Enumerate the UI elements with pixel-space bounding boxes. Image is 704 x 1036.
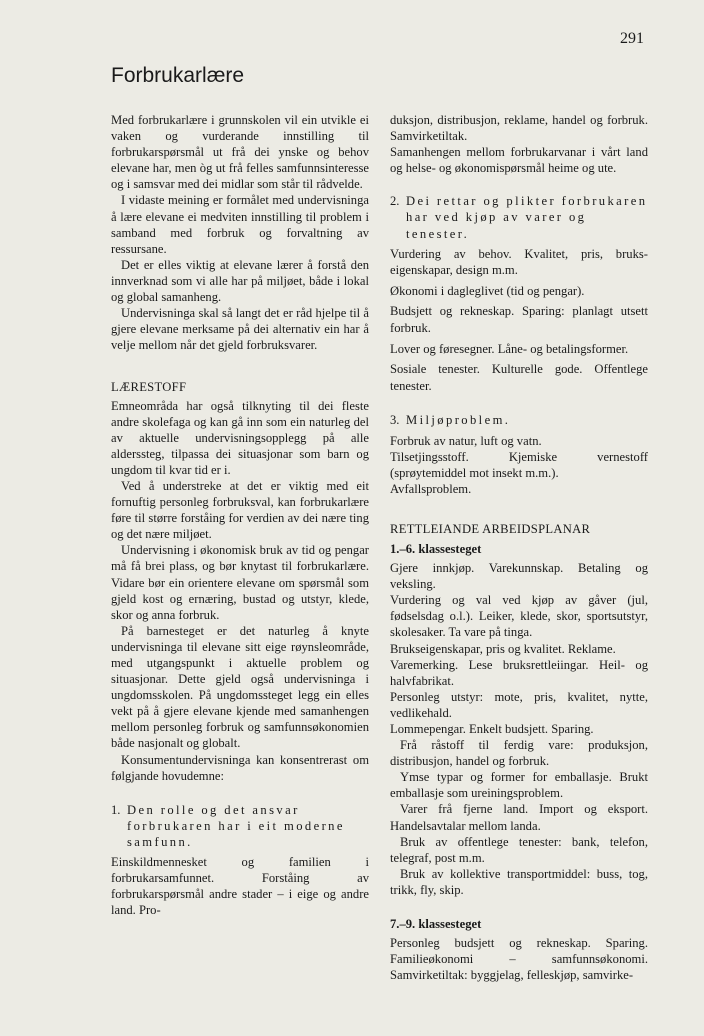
continued-text: duksjon, distribusjon, reklame, handel og forbruk. Samvirketiltak. xyxy=(390,113,648,144)
plan-line: Bruk av kollektive transportmiddel: buss, tog, trikk, fly, skip. xyxy=(390,866,648,897)
intro-paragraph: Undervisninga skal så langt det er råd hjelpe til å gjere elevane merksame på dei alternativ ein har å velje mellom når det gjeld forbruksvarer. xyxy=(111,306,369,353)
plan-line: Vurdering og val ved kjøp av gåver (jul, fødselsdag o.l.). Leiker, klede, skor, sportsutstyr, skolesaker. Ta vare på tinga. xyxy=(390,593,648,640)
topic-number: 1. xyxy=(111,802,121,817)
laerestoff-paragraph: På barnesteget er det naturleg å knyte undervisninga til elevane sitt eige røynsleområde, med utgangspunkt i aktuelle problem og situasjonar. Dette gjeld også undervisninga i ungdomsskolen. På ungdomssteget legg ein elles vekt på å gjere elevane kjende med samanhengen mellom personleg forbruk og samfunnsøkonomien både nasjonalt og globalt. xyxy=(111,623,369,751)
laerestoff-paragraph: Ved å understreke at det er viktig med eit fornuftig personleg forbruksval, kan forbrukarlære føre til større forståing for verdien av dei nære ting og det nære miljøet. xyxy=(111,478,369,542)
plan-line: Brukseigenskapar, pris og kvalitet. Reklame. xyxy=(390,641,616,656)
continued-text: Samanhengen mellom forbrukarvanar i vårt land og helse- og økonomispørsmål heime og ute. xyxy=(390,145,648,176)
laerestoff-paragraph: Emneområda har også tilknyting til dei fleste andre skolefaga og kan gå inn som ein naturleg del av aktuelle undervisningsopplegg på alle alderssteg, tilpassa dei situasjonar som barn og ungdom til kvar tid er i. xyxy=(111,398,369,477)
grade-heading-7-9: 7.–9. klassesteget xyxy=(390,917,482,932)
plan-line: Varemerking. Lese bruksrettleiingar. Heil- og halvfabrikat. xyxy=(390,657,648,688)
topic-title: Den rolle og det ansvar forbrukaren har i eit moderne samfunn. xyxy=(127,802,345,849)
plan-line: Frå råstoff til ferdig vare: produksjon, distribusjon, handel og forbruk. xyxy=(390,738,648,769)
page-number: 291 xyxy=(620,30,644,47)
topic-line: Budsjett og rekneskap. Sparing: planlagt utsett forbruk. xyxy=(390,304,648,336)
topic-title: Dei rettar og plikter forbrukaren har ved kjøp av varer og tenester. xyxy=(406,194,648,241)
topic-item-2 xyxy=(390,193,648,241)
intro-paragraph: Med forbrukarlære i grunnskolen vil ein utvikle ei vaken og vurderande innstilling til forbrukarspørsmål ut frå dei ynske og behov elevane har, men òg ut frå felles samfunnsinteresse og i samsvar med dei midlar som står til rådvelde. xyxy=(111,113,369,192)
topic-line: Avfallsproblem. xyxy=(390,481,472,496)
topic-text: Einskildmennesket og familien i forbrukarsamfunnet. Forståing av forbrukarspørsmål andre stader – i eige og andre land. Pro- xyxy=(111,855,369,918)
intro-paragraph: Det er elles viktig at elevane lærer å forstå den innverknad som vi alle har på miljøet, både i lokal og global samanheng. xyxy=(111,257,369,305)
topic-line: Forbruk av natur, luft og vatn. xyxy=(390,433,542,448)
topic-line: Lover og føresegner. Låne- og betalingsformer. xyxy=(390,341,629,356)
topic-item-1 xyxy=(111,802,369,850)
laerestoff-paragraph: Undervisning i økonomisk bruk av tid og pengar må få brei plass, og bør knytast til forbrukarlære. Vidare bør ein orientere elevane om spørsmål som gjeld kost og ernæring, bustad og utstyr, klede, skor og anna forbruk. xyxy=(111,543,369,622)
laerestoff-paragraph: Konsumentundervisninga kan konsentrerast om følgjande hovudemne: xyxy=(111,752,369,783)
intro-paragraph: I vidaste meining er formålet med undervisninga å lære elevane ei medviten innstilling til problem i samband med forbruk og forvaltning av ressursane. xyxy=(111,193,369,256)
plan-line: Personleg utstyr: mote, pris, kvalitet, nytte, vedlikehald. xyxy=(390,689,648,720)
topic-line: Tilsetjingsstoff. Kjemiske vernestoff (sprøytemiddel mot insekt m.m.). xyxy=(390,449,648,480)
topic-number: 3. xyxy=(390,413,400,428)
section-heading-laerestoff: LÆRESTOFF xyxy=(111,380,187,395)
topic-line: Økonomi i dagleglivet (tid og pengar). xyxy=(390,283,585,298)
plan-line: Gjere innkjøp. Varekunnskap. Betaling og veksling. xyxy=(390,561,648,592)
plan-line: Lommepengar. Enkelt budsjett. Sparing. xyxy=(390,722,594,736)
topic-item-3 xyxy=(390,412,648,428)
topic-line: Vurdering av behov. Kvalitet, pris, brukseigenskapar, design m.m. xyxy=(390,246,648,278)
right-column xyxy=(390,112,648,983)
plan-line: Varer frå fjerne land. Import og eksport. Handelsavtalar mellom landa. xyxy=(390,802,648,833)
plan-line: Bruk av offentlege tenester: bank, telefon, telegraf, post m.m. xyxy=(390,834,648,865)
plan-line: Personleg budsjett og rekneskap. Sparing. Familieøkonomi – samfunnsøkonomi. Samvirketiltak: byggjelag, felleskjøp, samvirke- xyxy=(390,936,648,983)
page-title: Forbrukarlære xyxy=(111,64,245,87)
plan-line: Ymse typar og former for emballasje. Brukt emballasje som ureiningsproblem. xyxy=(390,770,648,801)
left-column xyxy=(111,112,369,918)
section-heading-plans: RETTLEIANDE ARBEIDSPLANAR xyxy=(390,521,591,536)
grade-heading-1-6: 1.–6. klassesteget xyxy=(390,541,482,556)
topic-line: Sosiale tenester. Kulturelle gode. Offentlege tenester. xyxy=(390,362,648,393)
topic-number: 2. xyxy=(390,194,400,209)
topic-title: Miljøproblem. xyxy=(406,413,511,428)
